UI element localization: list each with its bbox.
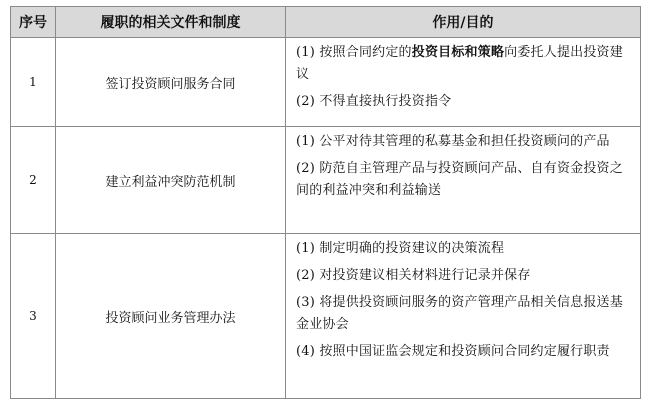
table-row — [11, 234, 641, 399]
table-row — [11, 127, 641, 234]
purpose-item — [296, 42, 634, 86]
header-purpose: 作用/目的 — [286, 7, 641, 38]
duty-documents-table — [10, 6, 641, 399]
purpose-text-suffix: 向委托人提出投资建议 — [296, 45, 623, 82]
purpose-item — [296, 131, 634, 153]
purpose-text: (2) 防范自主管理产品与投资顾问产品、自有资金投资之间的利益冲突和利益输送 — [296, 161, 623, 198]
purpose-text: (2) 不得直接执行投资指令 — [296, 94, 452, 109]
row-index: 3 — [11, 234, 56, 399]
table-header-row — [11, 7, 641, 38]
table-row — [11, 38, 641, 127]
row-document: 建立利益冲突防范机制 — [56, 127, 286, 234]
purpose-text: (2) 对投资建议相关材料进行记录并保存 — [296, 268, 531, 283]
header-document: 履职的相关文件和制度 — [56, 7, 286, 38]
purpose-item — [296, 238, 634, 260]
header-index: 序号 — [11, 7, 56, 38]
purpose-item — [296, 91, 634, 113]
purpose-item — [296, 158, 634, 202]
purpose-text: (3) 将提供投资顾问服务的资产管理产品相关信息报送基金业协会 — [296, 295, 623, 332]
row-document: 签订投资顾问服务合同 — [56, 38, 286, 127]
row-index: 1 — [11, 38, 56, 127]
purpose-item — [296, 292, 634, 336]
row-purpose-cell — [286, 234, 641, 399]
purpose-emphasis: 投资目标和策略 — [411, 45, 505, 60]
purpose-text: (1) 按照合同约定的 — [296, 45, 412, 60]
purpose-text: (4) 按照中国证监会规定和投资顾问合同约定履行职责 — [296, 344, 610, 359]
row-purpose-cell — [286, 127, 641, 234]
purpose-text: (1) 制定明确的投资建议的决策流程 — [296, 241, 505, 256]
purpose-item — [296, 265, 634, 287]
purpose-item — [296, 341, 634, 363]
row-purpose-cell — [286, 38, 641, 127]
row-index: 2 — [11, 127, 56, 234]
purpose-text: (1) 公平对待其管理的私募基金和担任投资顾问的产品 — [296, 134, 610, 149]
row-document: 投资顾问业务管理办法 — [56, 234, 286, 399]
